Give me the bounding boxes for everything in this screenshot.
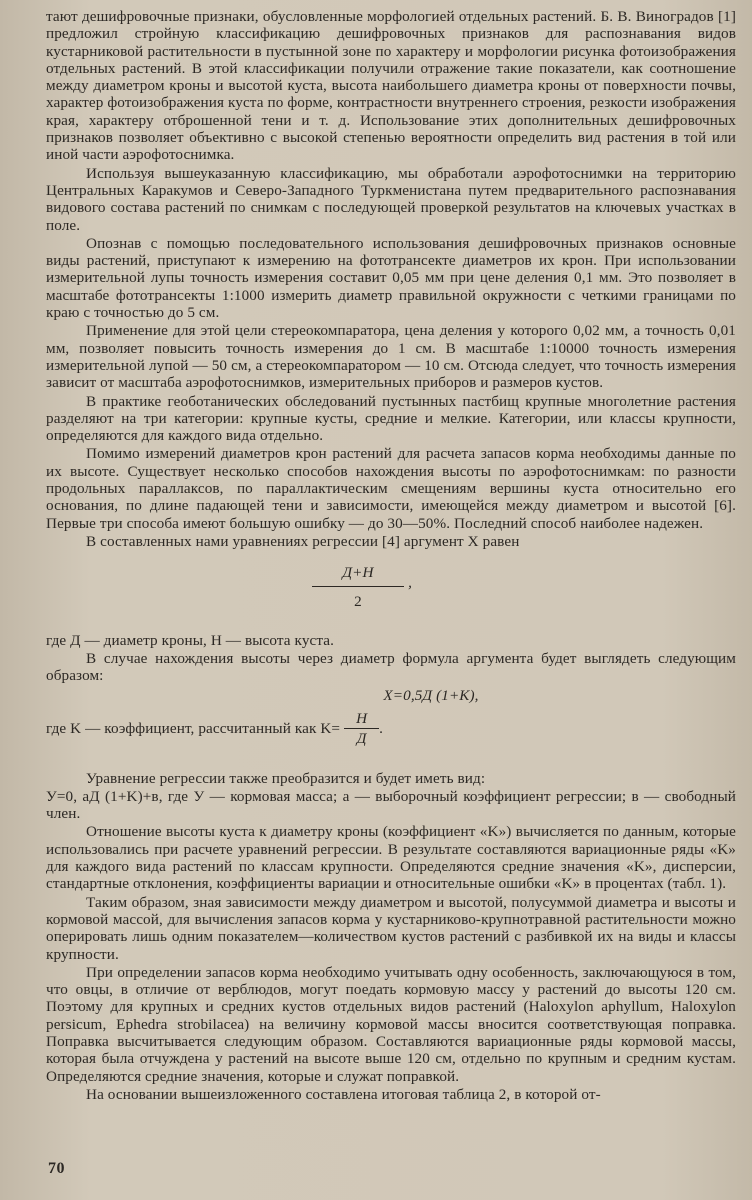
paragraph: Применение для этой цели стереокомпаратора, цена деления у которого 0,02 мм, а точность 0,01 мм, позволяет повысить точность измерения до 1 см. В масштабе 1:10000 точность измерения измерительной лупой — 50 см, а стереокомпаратором — 10 см. Отсюда следует, что точность измерения зависит от масштаба аэрофотоснимков, измерительных приборов и размеров кустов.: [46, 322, 736, 392]
k-trail: .: [379, 720, 384, 738]
formula-numerator: Д+Н: [342, 564, 374, 582]
k-definition-text: где K — коэффициент, рассчитанный как K=: [46, 720, 341, 738]
paragraph: На основании вышеизложенного составлена итоговая таблица 2, в которой от-: [86, 1085, 601, 1103]
paragraph: Уравнение регрессии также преобразится и будет иметь вид:: [86, 769, 486, 787]
paragraph: тают дешифровочные признаки, обусловленные морфологией отдельных растений. Б. В. Виноградов [1] предложил стройную классификацию дешифровочных признаков для распознавания видов кустарниковой растительности в пустынной зоне по характеру и морфологии рисунка фотоизображения отдельных растений. В этой классификации получили отражение такие показатели, как соотношение между диаметром кроны и высотой куста, высота наибольшего диаметра кроны от поверхности почвы, характер фотоизображения куста по форме, контрастности внутреннего строения, резкости изображения края, характеру отброшенной тени и т. д. Использование этих дополнительных дешифровочных признаков позволяет объективно с высокой степенью вероятности определить вид растения в той или иной части аэрофотоснимка.: [46, 8, 736, 164]
formula-denominator: 2: [354, 592, 362, 610]
formula-comma: ,: [408, 574, 412, 592]
k-fraction: [344, 710, 379, 748]
argument-formula-k: X=0,5Д (1+K),: [383, 686, 479, 704]
paragraph: Используя вышеуказанную классификацию, мы обработали аэрофотоснимки на территорию Центральных Каракумов и Северо-Западного Туркменистана путем предварительного распознавания видового состава растений по снимкам с последующей проверкой результатов на ключевых участках в поле.: [46, 164, 736, 234]
paragraph: При определении запасов корма необходимо учитывать одну особенность, заключающуюся в том, что овцы, в отличие от верблюдов, могут поедать кормовую массу у растений до высоты 120 см. Поэтому для крупных и средних кустов отдельных видов растений (Haloxylon aphyllum, Haloxylon persicum, Ephedra strobilacea) на величину кормовой массы вносится соответствующая поправка. Поправка высчитывается следующим образом. Составляются вариационные ряды кормовой массы, которая была отчуждена у растений на высоте выше 120 см, отдельно по крупным и средним кустам. Определяются средние значения, которые и служат поправкой.: [46, 963, 736, 1085]
k-denominator: Д: [356, 730, 367, 748]
paragraph: Таким образом, зная зависимости между диаметром и высотой, полусуммой диаметра и высоты и кормовой массой, для вычисления запасов корма у кустарниково-крупнотравной растительности можно оперировать лишь одним показателем—количеством кустов растений с разбивкой их на виды и классы крупности.: [46, 893, 736, 963]
paragraph: Помимо измерений диаметров крон растений для расчета запасов корма необходимы данные по их высоте. Существует несколько способов нахождения высоты по аэрофотоснимкам: по разности продольных параллаксов, по параллактическим смещениям вершины куста относительно его основания, по длине падающей тени и зависимости, имеющейся между диаметром и высотой [6]. Первые три способа имеют большую ошибку — до 30—50%. Последний способ наиболее надежен.: [46, 445, 736, 532]
paragraph: В случае нахождения высоты через диаметр формула аргумента будет выглядеть следующим образом:: [46, 650, 736, 685]
paragraph: В составленных нами уравнениях регрессии [4] аргумент X равен: [86, 532, 520, 550]
k-coefficient-line: [46, 710, 736, 748]
argument-formula: [298, 564, 418, 610]
formula-explanation: где Д — диаметр кроны, Н — высота куста.: [46, 631, 335, 649]
k-numerator: Н: [344, 710, 379, 729]
paragraph: Отношение высоты куста к диаметру кроны (коэффициент «K») вычисляется по данным, которые использовались при расчете уравнений регрессии. В результате составляются вариационные ряды «K» для каждого вида растений по классам крупности. Определяются средние значения «K», дисперсии, стандартные отклонения, коэффициенты вариации и относительные ошибки «K» в процентах (табл. 1).: [46, 823, 736, 893]
page-number: 70: [48, 1160, 65, 1177]
paragraph: В практике геоботанических обследований пустынных пастбищ крупные многолетние растения разделяют на три категории: крупные кусты, средние и мелкие. Категории, или классы крупности, определяются для каждого вида отдельно.: [46, 392, 736, 445]
paragraph: Опознав с помощью последовательного использования дешифровочных признаков основные виды растений, приступают к измерению на фототрансекте диаметров их крон. При использовании измерительной лупы точность измерения составит 0,05 мм при цене деления 0,1 мм. Это позволяет в масштабе фототрансекты 1:1000 измерить диаметр правильной окружности с четкими границами по краю с точностью до 5 см.: [46, 234, 736, 322]
regression-equation: У=0, аД (1+K)+в, где У — кормовая масса; а — выборочный коэффициент регрессии; в — свободный член.: [46, 787, 736, 823]
page-body: [46, 8, 736, 1104]
